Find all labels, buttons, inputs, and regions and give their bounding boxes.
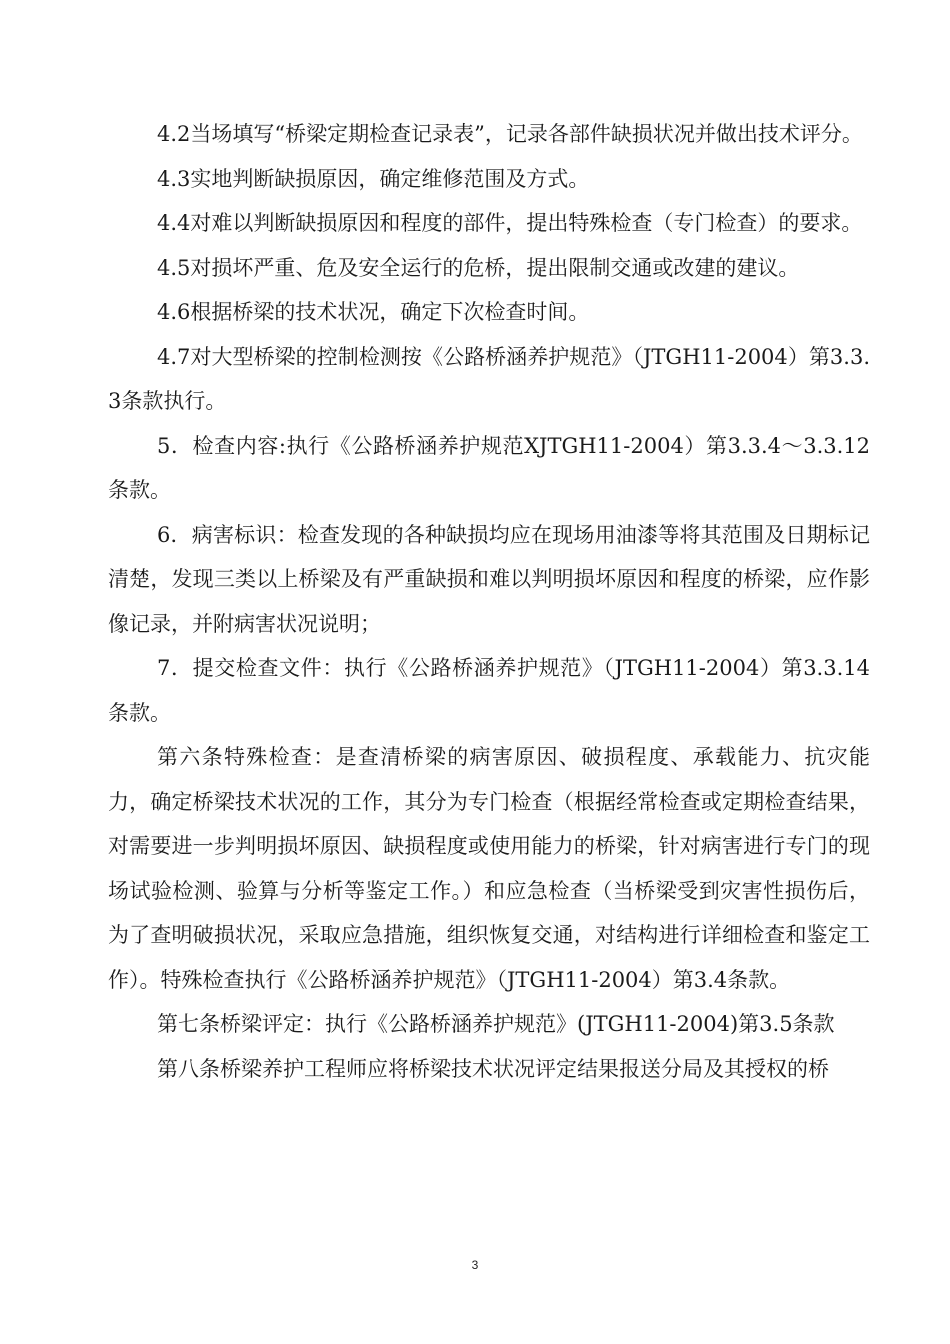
paragraph-4-3: 4.3实地判断缺损原因，确定维修范围及方式。 — [157, 166, 590, 191]
paragraph-4-6: 4.6根据桥梁的技术状况，确定下次检查时间。 — [157, 300, 590, 324]
article-7-bridge-assessment: 第七条桥梁评定：执行《公路桥涵养护规范》(JTGH11-2004)第3.5条款 — [157, 1012, 835, 1036]
article-8-engineer-report: 第八条桥梁养护工程师应将桥梁技术状况评定结果报送分局及其授权的桥 — [157, 1056, 829, 1081]
paragraph-4-5: 4.5对损坏严重、危及安全运行的危桥，提出限制交通或改建的建议。 — [157, 255, 800, 280]
paragraph-7-submit-documents: 7．提交检查文件：执行《公路桥涵养护规范》（JTGH11-2004）第3.3.14条款。 — [108, 656, 870, 725]
page-number: 3 — [471, 1258, 479, 1272]
paragraph-6-defect-marking: 6．病害标识：检查发现的各种缺损均应在现场用油漆等将其范围及日期标记清楚，发现三类以上桥梁及有严重缺损和难以判明损坏原因和程度的桥梁，应作影像记录，并附病害状况说明； — [108, 522, 870, 636]
paragraph-4-7: 4.7对大型桥梁的控制检测按《公路桥涵养护规范》（JTGH11-2004）第3.3.3条款执行。 — [108, 344, 870, 413]
document-body — [108, 112, 870, 1091]
article-6-special-inspection: 第六条特殊检查：是查清桥梁的病害原因、破损程度、承载能力、抗灾能力，确定桥梁技术状况的工作，其分为专门检查（根据经常检查或定期检查结果，对需要进一步判明损坏原因、缺损程度或使用能力的桥梁，针对病害进行专门的现场试验检测、验算与分析等鉴定工作。）和应急检查（当桥梁受到灾害性损伤后，为了查明破损状况，采取应急措施，组织恢复交通，对结构进行详细检查和鉴定工作）。特殊检查执行《公路桥涵养护规范》（JTGH11-2004）第3.4条款。 — [108, 745, 870, 992]
paragraph-4-2: 4.2当场填写“桥梁定期检查记录表”，记录各部件缺损状况并做出技术评分。 — [157, 122, 863, 146]
paragraph-4-4: 4.4对难以判断缺损原因和程度的部件，提出特殊检查（专门检查）的要求。 — [157, 211, 863, 235]
paragraph-5-inspection-content: 5．检查内容:执行《公路桥涵养护规范XJTGH11-2004）第3.3.4〜3.3.12条款。 — [108, 433, 870, 502]
